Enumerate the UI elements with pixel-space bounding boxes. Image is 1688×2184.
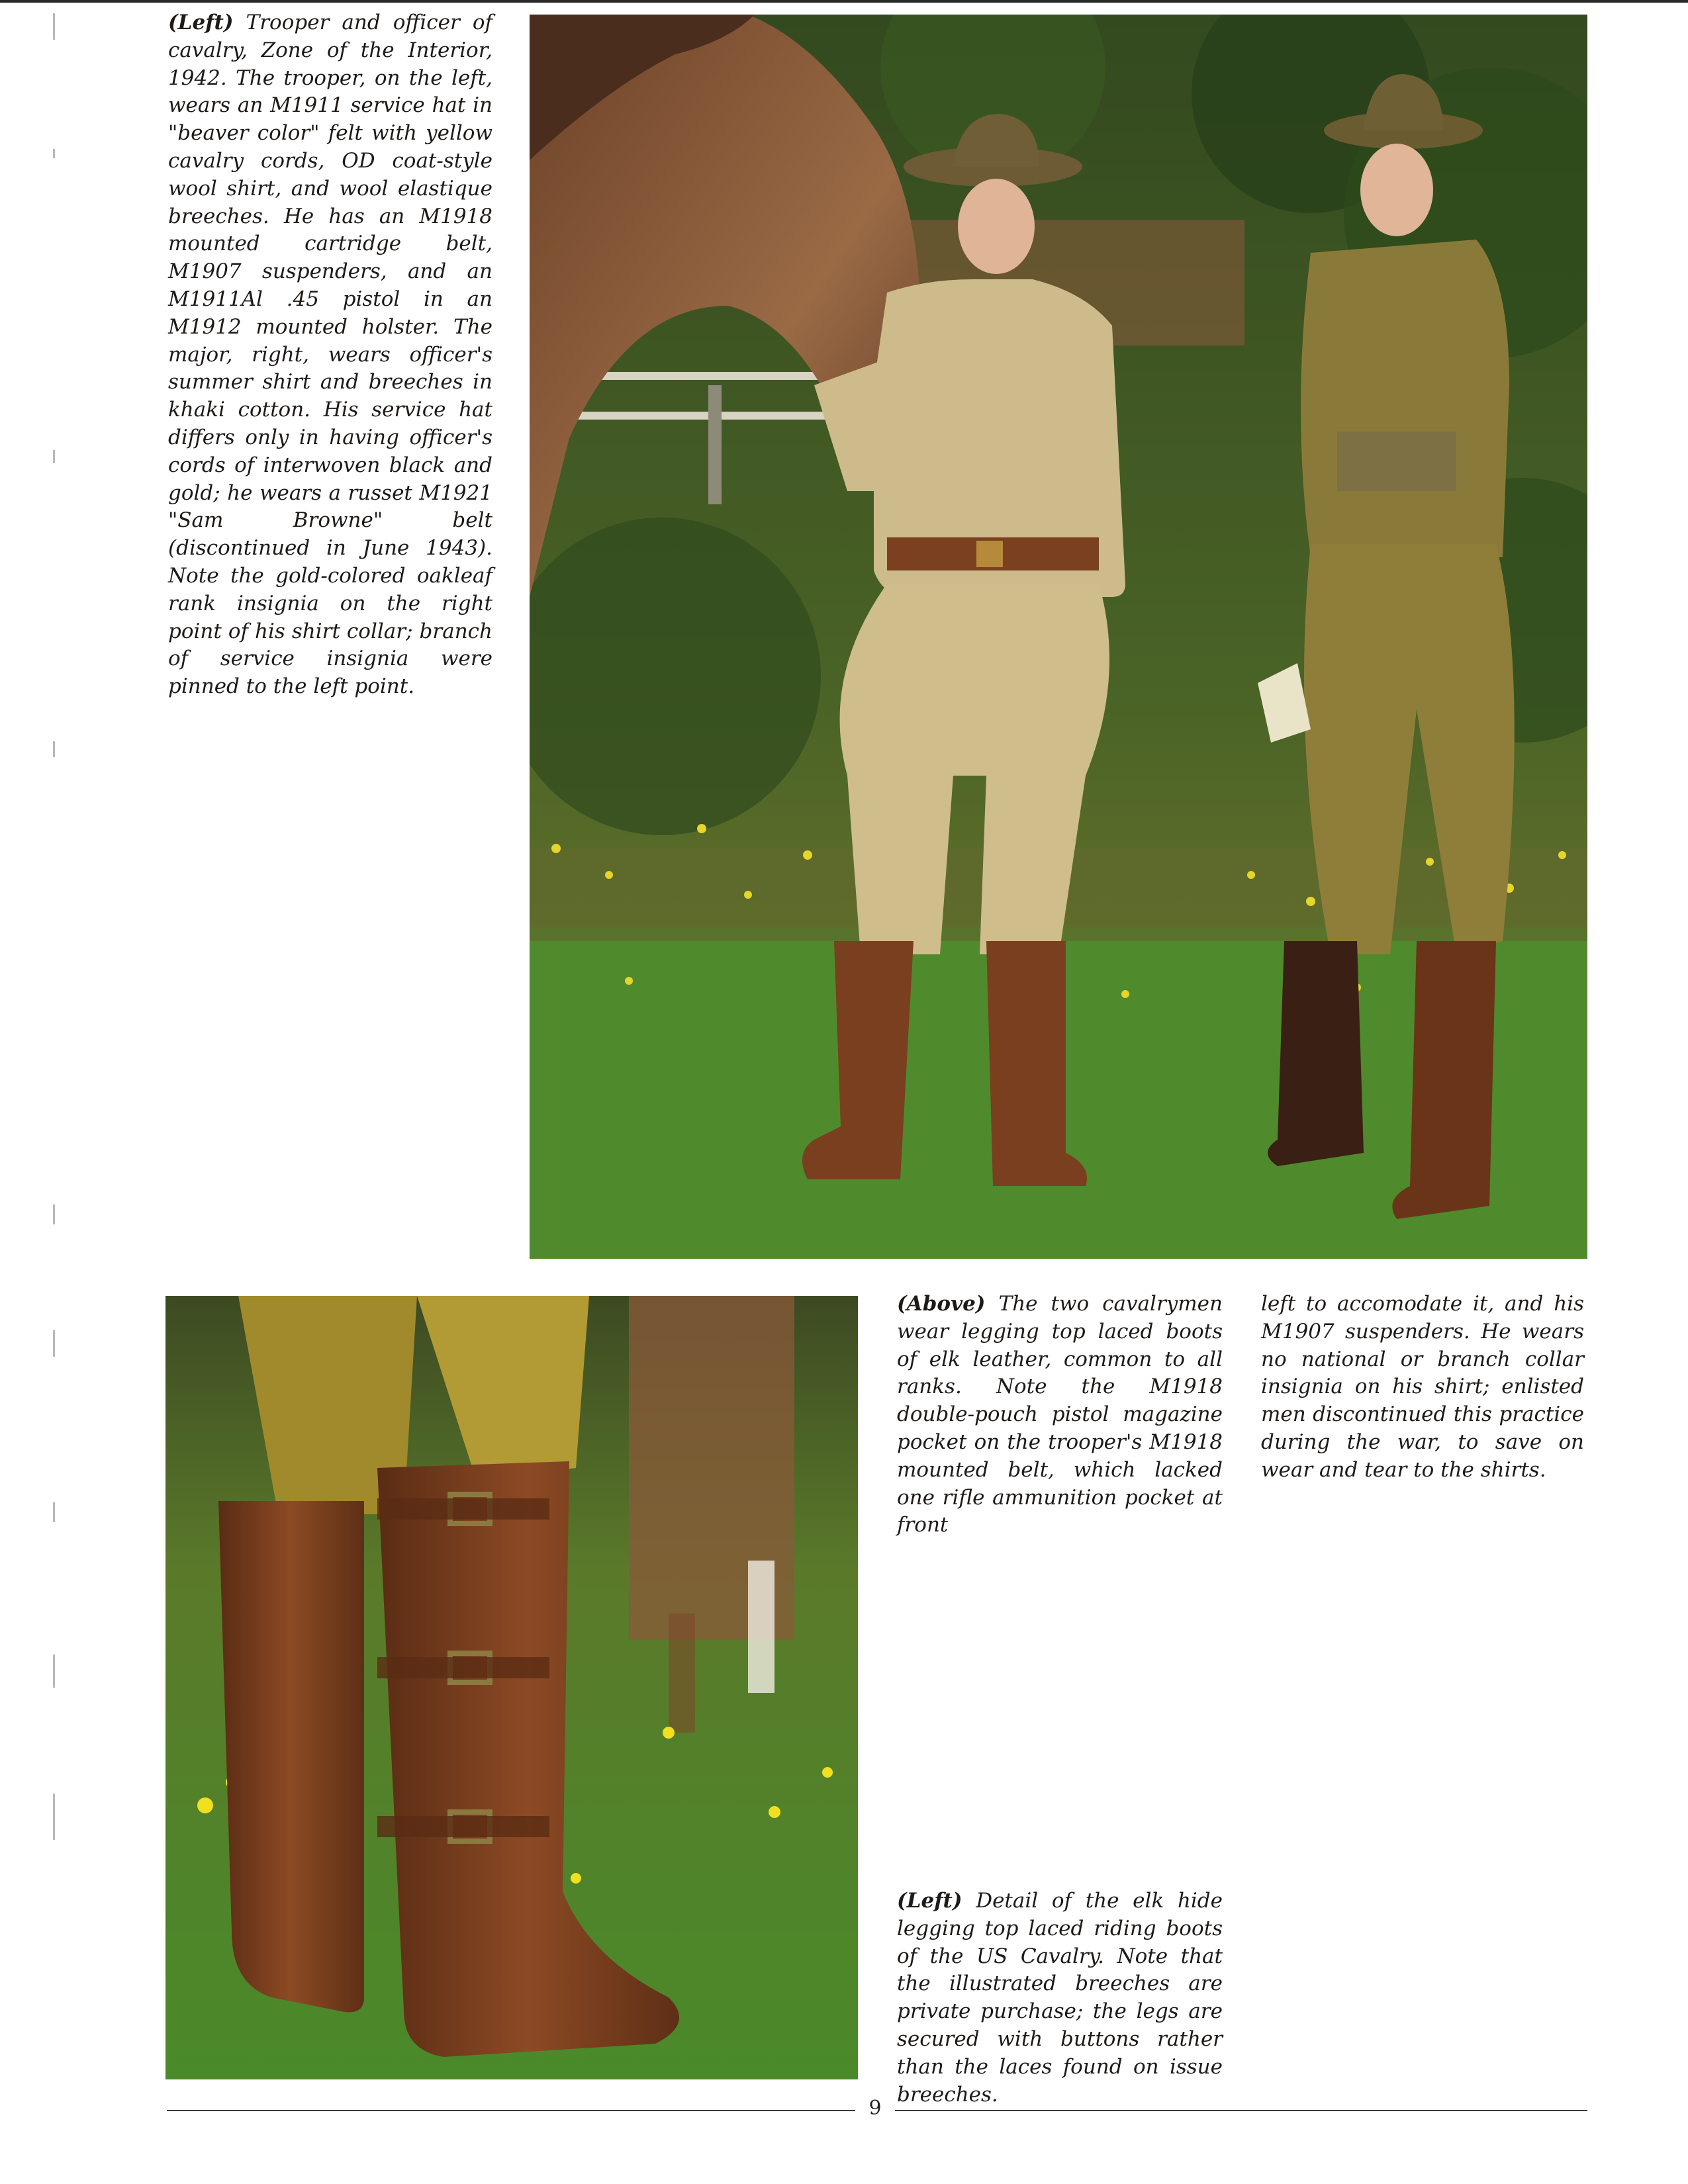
photo-trooper-officer-horse-illustration [530,15,1587,1259]
caption-tag: (Left) [168,11,234,34]
caption-text: Trooper and officer of cavalry, Zone of the Interior, 1942. The trooper, on the left, wears an M1911 service hat in "beaver color" felt with yellow cavalry cords, OD coat-style wool shirt, and wool elastique breeches. He has an M1918 mounted cartridge belt, M1907 suspenders, and an M1911Al .45 pistol in an M1912 mounted holster. The major, right, wears officer's summer shirt and breeches in khaki cotton. His service hat differs only in having officer's cords of interwoven black and gold; he wears a russet M1921 "Sam Browne" belt (discontinued in June 1943). Note the gold-colored oakleaf rank insignia on the right point of his shirt collar; branch of service insignia were pinned to the left point. [168,11,493,699]
caption-text: The two cavalrymen wear legging top laced boots of elk leather, common to all ranks. Note the M1918 double-pouch pistol magazine pocket on the trooper's M1918 mounted belt, which lacked one rifle ammunition pocket at front [897,1292,1223,1537]
footer-rule-left [167,2110,855,2111]
photo-boots-detail [165,1296,858,2079]
caption-boots-detail [897,1888,1223,2109]
caption-text: left to accomodate it, and his M1907 suspenders. He wears no national or branch collar insignia on his shirt; enlisted men discontinued this practice during the war, to save on wear and tear to the shirts. [1261,1292,1584,1482]
page-number: 9 [868,2097,882,2120]
top-rule [0,0,1688,3]
caption-tag: (Left) [897,1889,962,1913]
caption-above-col-1 [897,1291,1223,1539]
caption-trooper-and-officer [168,9,492,701]
photo-trooper-officer-horse [530,15,1587,1259]
page-edge-marks [49,0,60,2184]
caption-text: Detail of the elk hide legging top laced riding boots of the US Cavalry. Note that the illustrated breeches are private purchase; the legs are secured with buttons rather than the laces found on issue breeches. [897,1889,1223,2107]
footer-rule-right [895,2110,1587,2111]
photo-boots-detail-illustration [165,1296,858,2079]
caption-above-col-2 [1261,1291,1584,1484]
caption-tag: (Above) [897,1292,986,1316]
